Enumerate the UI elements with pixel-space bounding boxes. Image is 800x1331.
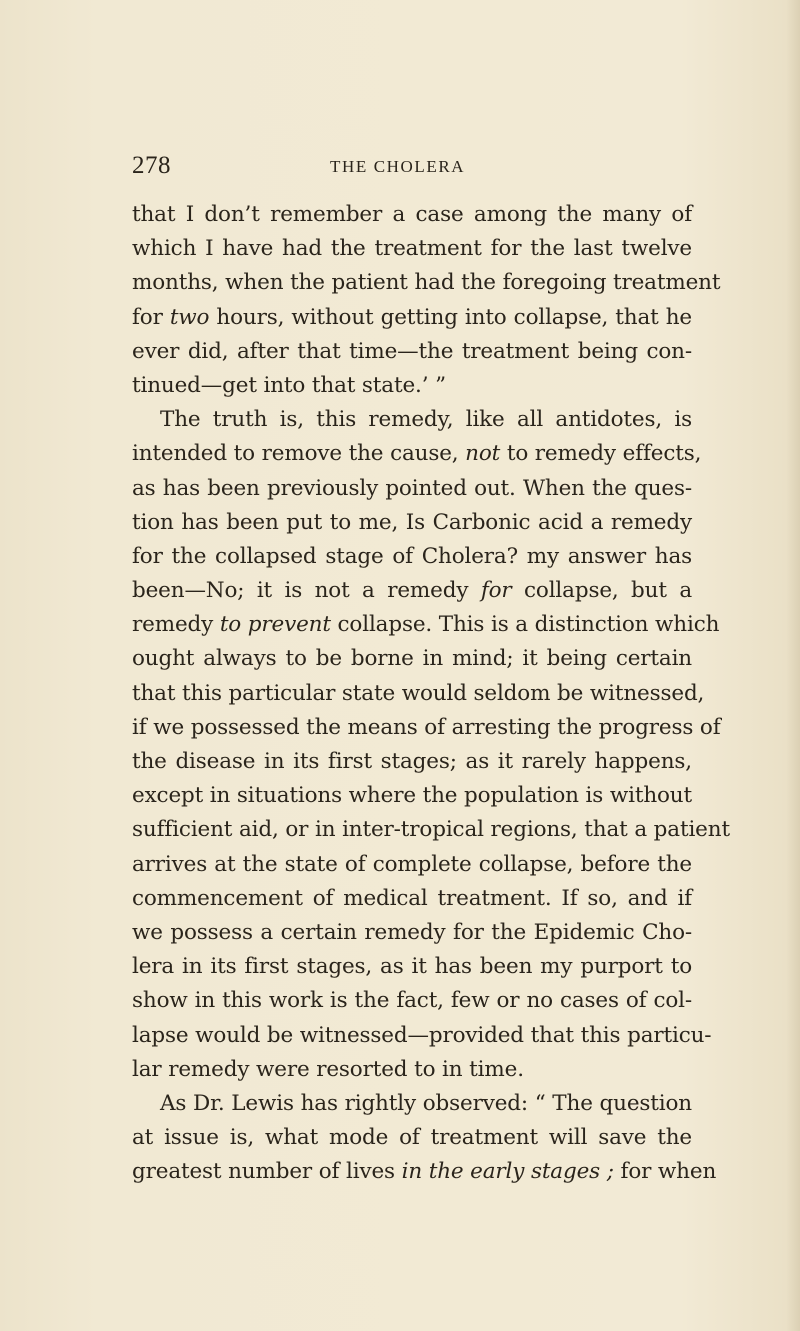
page-header — [132, 152, 692, 188]
text-line — [132, 232, 692, 266]
text-segment: commencement of medical treatment. If so, and if — [132, 885, 692, 911]
text-segment: ought always to be borne in mind; it being certain — [132, 646, 692, 672]
text-segment: sufficient aid, or in inter-tropical regions, that a patient — [132, 817, 730, 843]
text-segment: lar remedy were resorted to in time. — [132, 1056, 524, 1082]
text-line — [132, 984, 692, 1018]
text-segment: tinued—get into that state.’ ” — [132, 372, 446, 398]
text-segment: at issue is, what mode of treatment will save the — [132, 1125, 692, 1151]
italic-text: to prevent — [219, 612, 331, 638]
text-line — [132, 301, 692, 335]
text-segment: the disease in its first stages; as it rarely happens, — [132, 749, 692, 774]
body-text — [132, 198, 730, 1189]
text-line — [132, 1155, 717, 1189]
page-number: 278 — [132, 152, 171, 179]
text-segment: intended to remove the cause, — [132, 441, 466, 467]
text-segment: arrives at the state of complete collapse, before the — [132, 851, 692, 877]
text-segment: The truth is, this remedy, like all antidotes, is — [160, 407, 692, 433]
text-segment: ever did, after that time—the treatment being con- — [132, 338, 692, 364]
text-line — [132, 403, 692, 437]
text-segment: that this particular state would seldom be witnessed, — [132, 680, 705, 706]
text-segment: for the collapsed stage of Cholera? my answer has — [132, 543, 692, 569]
text-segment: that I don’t remember a case among the many of — [132, 202, 692, 227]
text-segment: remedy — [132, 612, 220, 638]
text-line — [132, 574, 692, 608]
text-segment: greatest number of lives — [132, 1159, 402, 1185]
italic-text: two — [169, 304, 210, 330]
text-line — [132, 916, 692, 950]
text-line — [132, 882, 692, 916]
text-segment: collapse. This is a distinction which — [330, 612, 720, 638]
text-segment: hours, without getting into collapse, that he — [209, 304, 692, 330]
text-line — [132, 1019, 712, 1053]
text-line — [132, 813, 730, 847]
text-line — [132, 1121, 692, 1155]
text-line — [132, 540, 692, 574]
italic-text: not — [465, 441, 501, 467]
text-segment: As Dr. Lewis has rightly observed: “ The question — [160, 1090, 692, 1116]
italic-text: in the early stages ; — [401, 1159, 614, 1185]
text-segment: to remedy effects, — [500, 441, 702, 467]
page-edge-shadow — [786, 0, 800, 1331]
text-segment: for — [132, 304, 170, 330]
text-line — [132, 642, 692, 676]
text-segment: we possess a certain remedy for the Epidemic Cho- — [132, 919, 692, 945]
text-line — [132, 266, 721, 300]
text-line — [132, 848, 692, 882]
text-segment: collapse, but a — [511, 578, 692, 604]
text-segment: as has been previously pointed out. When the ques- — [132, 475, 692, 501]
text-line — [132, 745, 692, 779]
text-segment: for when — [613, 1159, 717, 1185]
text-line — [132, 608, 720, 642]
text-segment: been—No; it is not a remedy — [132, 578, 481, 604]
text-segment: tion has been put to me, Is Carbonic acid a remedy — [132, 509, 692, 535]
text-line — [132, 711, 721, 745]
text-segment: show in this work is the fact, few or no cases of col- — [132, 988, 692, 1014]
text-line — [132, 335, 692, 369]
text-line — [132, 437, 702, 471]
running-head: THE CHOLERA — [330, 157, 466, 176]
text-segment: except in situations where the population is without — [132, 783, 692, 809]
text-segment: lapse would be witnessed—provided that this particu- — [132, 1022, 712, 1048]
text-line — [132, 1053, 692, 1087]
text-line — [132, 506, 692, 540]
text-line — [132, 472, 692, 506]
text-line — [132, 779, 692, 813]
text-segment: lera in its first stages, as it has been my purport to — [132, 954, 692, 980]
italic-text: for — [480, 578, 512, 604]
text-segment: months, when the patient had the foregoing treatment — [132, 270, 721, 296]
text-segment: if we possessed the means of arresting the progress of — [132, 714, 721, 740]
text-line — [132, 369, 692, 403]
text-line — [132, 677, 705, 711]
text-segment: which I have had the treatment for the last twelve — [132, 236, 692, 262]
text-line — [132, 1087, 692, 1121]
text-line — [132, 950, 692, 984]
text-line — [132, 198, 692, 232]
